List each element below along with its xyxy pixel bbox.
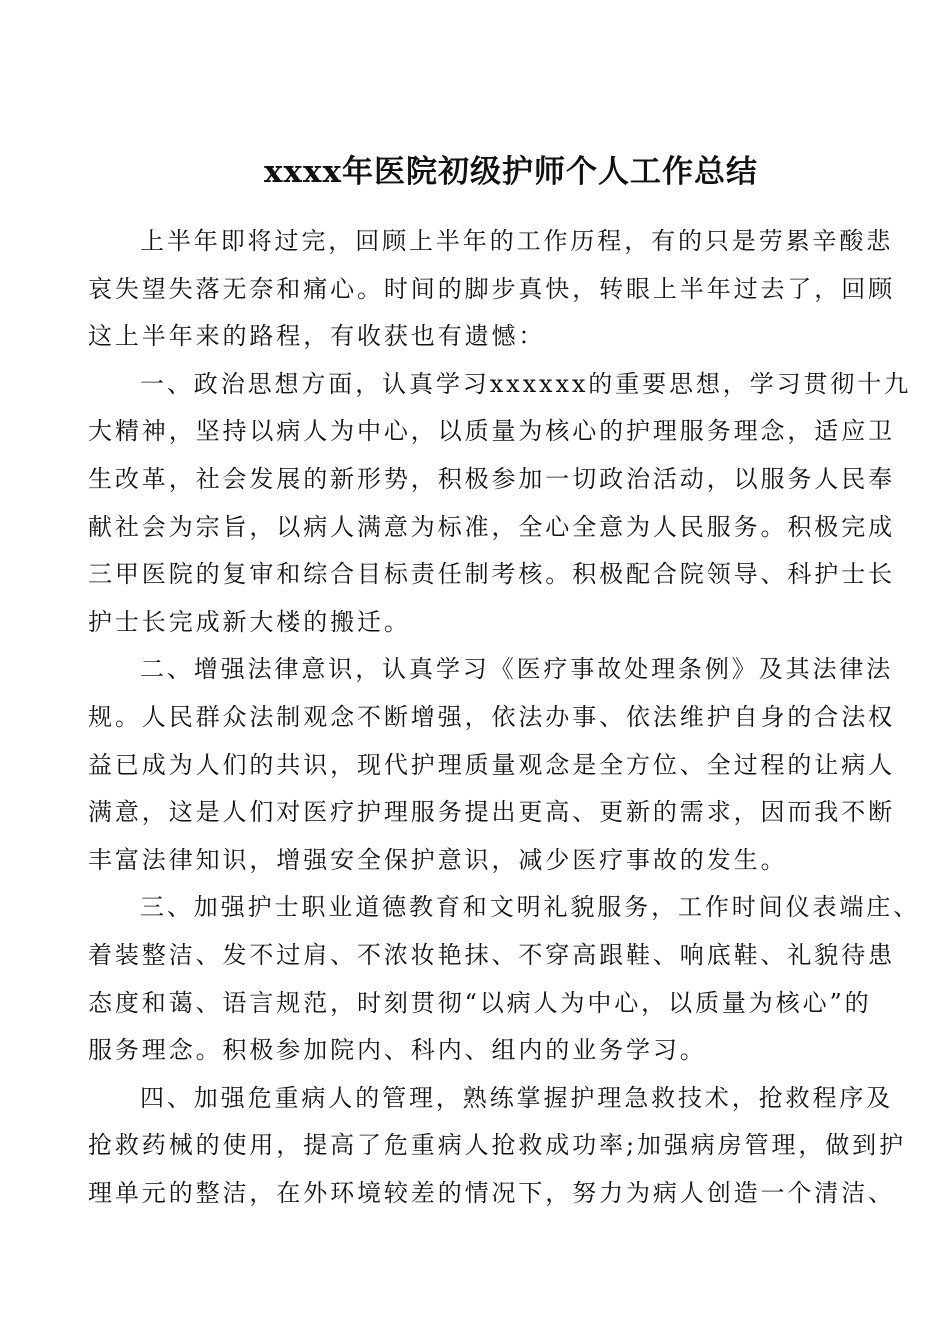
- paragraph-line: 献社会为宗旨，以病人满意为标准，全心全意为人民服务。积极完成: [88, 512, 895, 541]
- paragraph-intro: [88, 218, 895, 361]
- paragraph-line: 服务理念。积极参加院内、科内、组内的业务学习。: [88, 1036, 707, 1065]
- paragraph-line: 着装整洁、发不过肩、不浓妆艳抹、不穿高跟鞋、响底鞋、礼貌待患: [88, 940, 895, 969]
- paragraph-political-thought: [88, 361, 912, 647]
- document-title: [0, 146, 950, 198]
- paragraph-line: 态度和蔼、语言规范，时刻贯彻“以病人为中心，以质量为核心”的: [88, 988, 872, 1017]
- paragraph-line: 护士长完成新大楼的搬迁。: [88, 607, 411, 636]
- paragraph-line: 大精神，坚持以病人为中心，以质量为核心的护理服务理念，适应卫: [88, 417, 895, 446]
- paragraph-line: 满意，这是人们对医疗护理服务提出更高、更新的需求，因而我不断: [88, 798, 895, 827]
- paragraph-line: 生改革，社会发展的新形势，积极参加一切政治活动，以服务人民奉: [88, 464, 895, 493]
- paragraph-professional-ethics: [88, 884, 921, 1074]
- paragraph-line: 三、加强护士职业道德教育和文明礼貌服务，工作时间仪表端庄、: [140, 893, 921, 922]
- paragraph-line: 哀失望失落无奈和痛心。时间的脚步真快，转眼上半年过去了，回顾: [88, 274, 895, 303]
- document-title-text: xxxx年医院初级护师个人工作总结: [264, 154, 758, 190]
- document-body: [88, 218, 921, 1217]
- paragraph-critical-care: [88, 1075, 906, 1218]
- paragraph-line: 一、政治思想方面，认真学习xxxxxx的重要思想，学习贯彻十九: [140, 369, 912, 398]
- paragraph-legal-awareness: [88, 646, 895, 884]
- paragraph-line: 规。人民群众法制观念不断增强，依法办事、依法维护自身的合法权: [88, 702, 895, 731]
- paragraph-line: 这上半年来的路程，有收获也有遗憾：: [88, 322, 546, 351]
- paragraph-line: 丰富法律知识，增强安全保护意识，减少医疗事故的发生。: [88, 845, 788, 874]
- paragraph-line: 益已成为人们的共识，现代护理质量观念是全方位、全过程的让病人: [88, 750, 895, 779]
- paragraph-line: 三甲医院的复审和综合目标责任制考核。积极配合院领导、科护士长: [88, 560, 895, 589]
- paragraph-line: 四、加强危重病人的管理，熟练掌握护理急救技术，抢救程序及: [140, 1083, 894, 1112]
- paragraph-line: 二、增强法律意识，认真学习《医疗事故处理条例》及其法律法: [140, 655, 894, 684]
- paragraph-line: 理单元的整洁，在外环境较差的情况下，努力为病人创造一个清洁、: [88, 1178, 895, 1207]
- paragraph-line: 抢救药械的使用，提高了危重病人抢救成功率;加强病房管理，做到护: [88, 1131, 906, 1160]
- paragraph-line: 上半年即将过完，回顾上半年的工作历程，有的只是劳累辛酸悲: [140, 227, 894, 255]
